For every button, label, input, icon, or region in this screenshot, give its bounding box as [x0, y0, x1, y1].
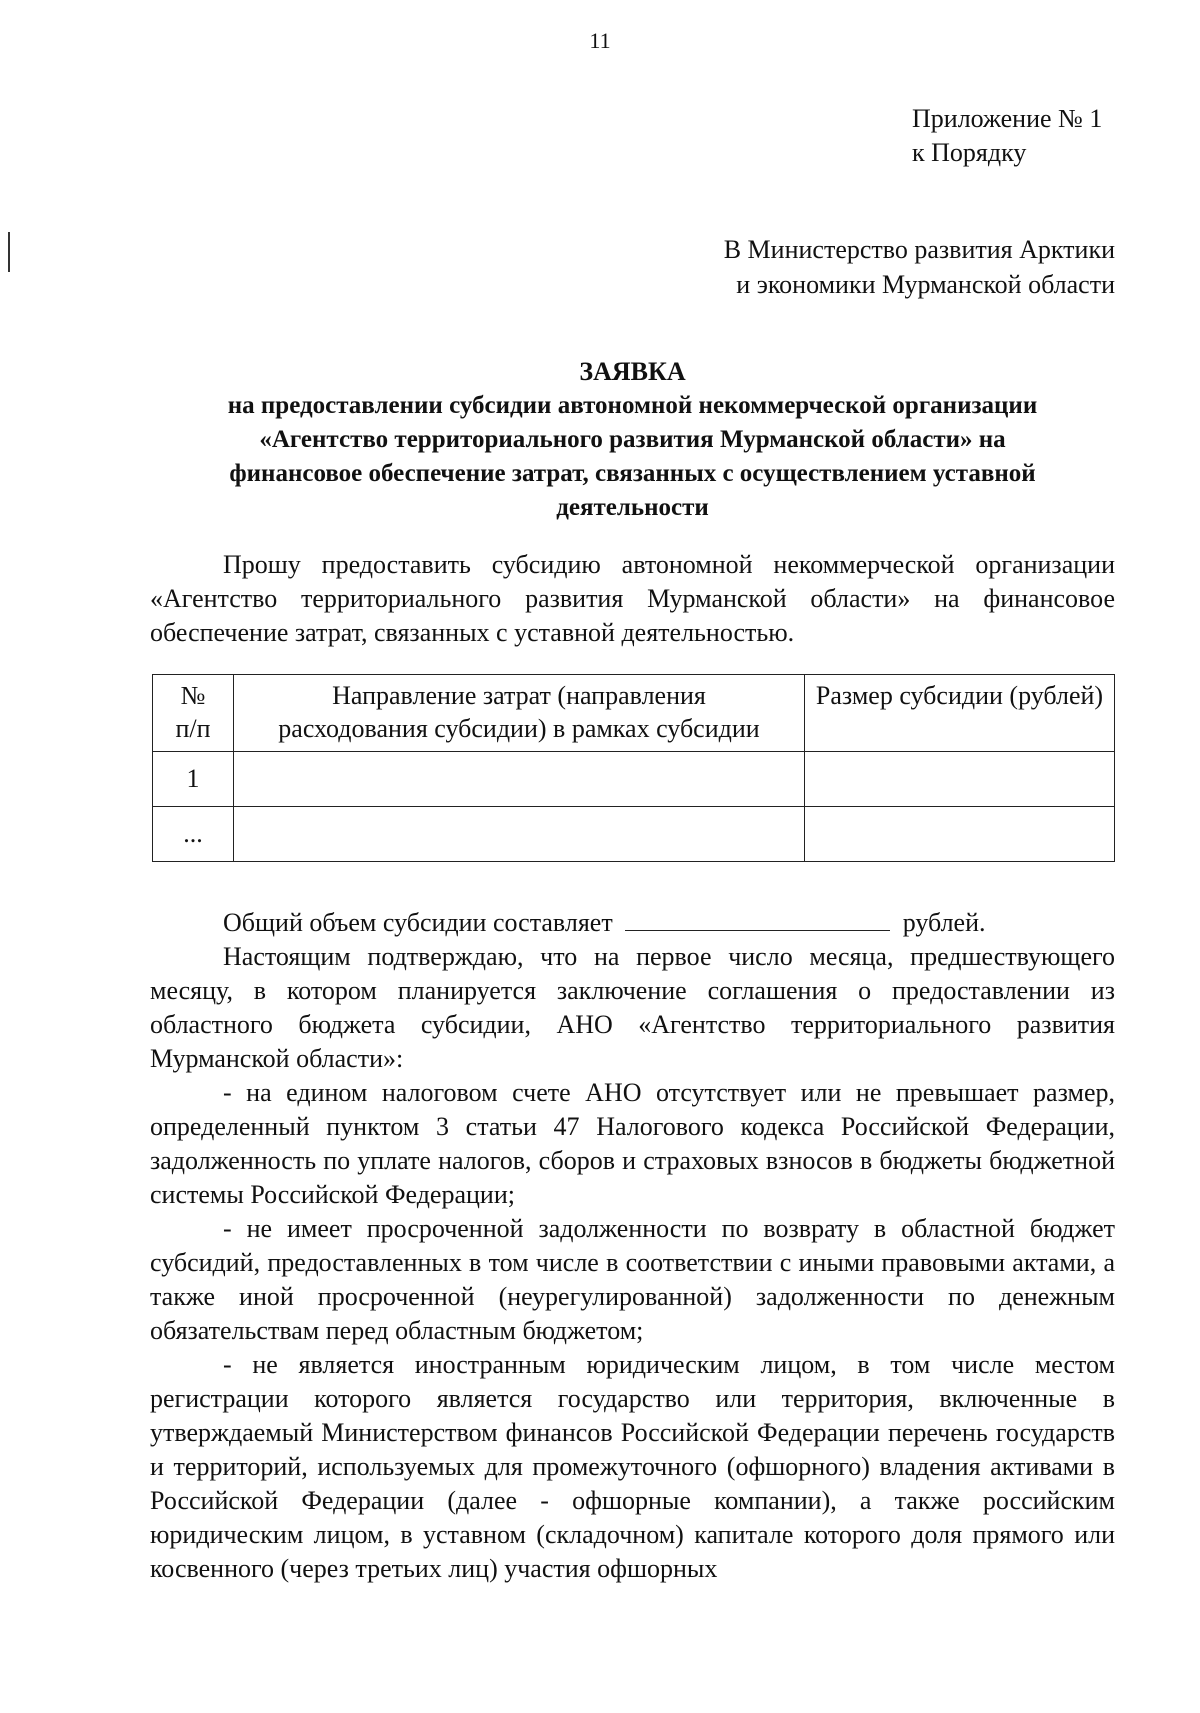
header-number-line-2: п/п: [175, 714, 211, 743]
title-line-2: «Агентство территориального развития Мурманской области» на: [259, 426, 1006, 453]
total-amount-line: [150, 906, 1115, 940]
addressee-line-2: и экономики Мурманской области: [736, 270, 1115, 299]
title-line-4: деятельности: [556, 494, 709, 521]
row-amount-cell[interactable]: [805, 752, 1115, 807]
total-suffix: рублей.: [902, 908, 986, 937]
list-item: - не является иностранным юридическим лицом, в том числе местом регистрации которого является государство или территория, включенные в утверждаемый Министерством финансов Российской Федерации перечень государств и территорий, используемых для промежуточного (офшорного) владения активами в Российской Федерации (далее - офшорные компании), а также российским юридическим лицом, в уставном (складочном) капитале которого доля прямого или косвенного (через третьих лиц) участия офшорных: [150, 1350, 1115, 1583]
total-amount-blank[interactable]: [625, 906, 890, 931]
header-direction-line-1: Направление затрат (направления: [332, 681, 706, 710]
appendix-reference: [912, 102, 1102, 170]
appendix-line-2: к Порядку: [912, 138, 1027, 167]
header-direction-line-2: расходования субсидии) в рамках субсидии: [278, 714, 760, 743]
row-amount-cell[interactable]: [805, 807, 1115, 862]
header-amount: Размер субсидии (рублей): [805, 675, 1115, 752]
row-direction-cell[interactable]: [234, 807, 805, 862]
confirmation-paragraph: Настоящим подтверждаю, что на первое число месяца, предшествующего месяцу, в котором планируется заключение соглашения о предоставлении из областного бюджета субсидии, АНО «Агентство территориального развития Мурманской области»:: [150, 942, 1115, 1073]
addressee-line-1: В Министерство развития Арктики: [723, 235, 1115, 264]
header-number: [153, 675, 234, 752]
scan-edge-mark: [8, 232, 10, 272]
table-header-row: [153, 675, 1115, 752]
title-main: ЗАЯВКА: [579, 357, 686, 386]
intro-block: [150, 548, 1115, 650]
document-title: [150, 355, 1115, 525]
row-direction-cell[interactable]: [234, 752, 805, 807]
table-row: [153, 807, 1115, 862]
row-number-cell: 1: [153, 752, 234, 807]
header-direction: [234, 675, 805, 752]
addressee-block: [724, 232, 1115, 302]
main-text: [150, 906, 1115, 1586]
title-line-1: на предоставлении субсидии автономной некоммерческой организации: [227, 392, 1038, 419]
list-item: - не имеет просроченной задолженности по возврату в областной бюджет субсидий, предоставленных в том числе в соответствии с иными правовыми актами, а также иной просроченной (неурегулированной) задолженности по денежным обязательствам перед областным бюджетом;: [150, 1214, 1115, 1345]
subsidy-table: [152, 674, 1115, 862]
row-number-cell: ...: [153, 807, 234, 862]
intro-paragraph: Прошу предоставить субсидию автономной некоммерческой организации «Агентство территориального развития Мурманской области» на финансовое обеспечение затрат, связанных с уставной деятельностью.: [150, 550, 1115, 647]
title-line-3: финансовое обеспечение затрат, связанных с осуществлением уставной: [229, 460, 1036, 487]
appendix-line-1: Приложение № 1: [912, 104, 1103, 133]
total-prefix: Общий объем субсидии составляет: [223, 908, 613, 937]
page-number: 11: [589, 28, 611, 53]
list-item: - на едином налоговом счете АНО отсутствует или не превышает размер, определенный пунктом 3 статьи 47 Налогового кодекса Российской Федерации, задолженность по уплате налогов, сборов и страховых взносов в бюджеты бюджетной системы Российской Федерации;: [150, 1078, 1115, 1209]
header-number-line-1: №: [180, 681, 206, 710]
table-row: [153, 752, 1115, 807]
